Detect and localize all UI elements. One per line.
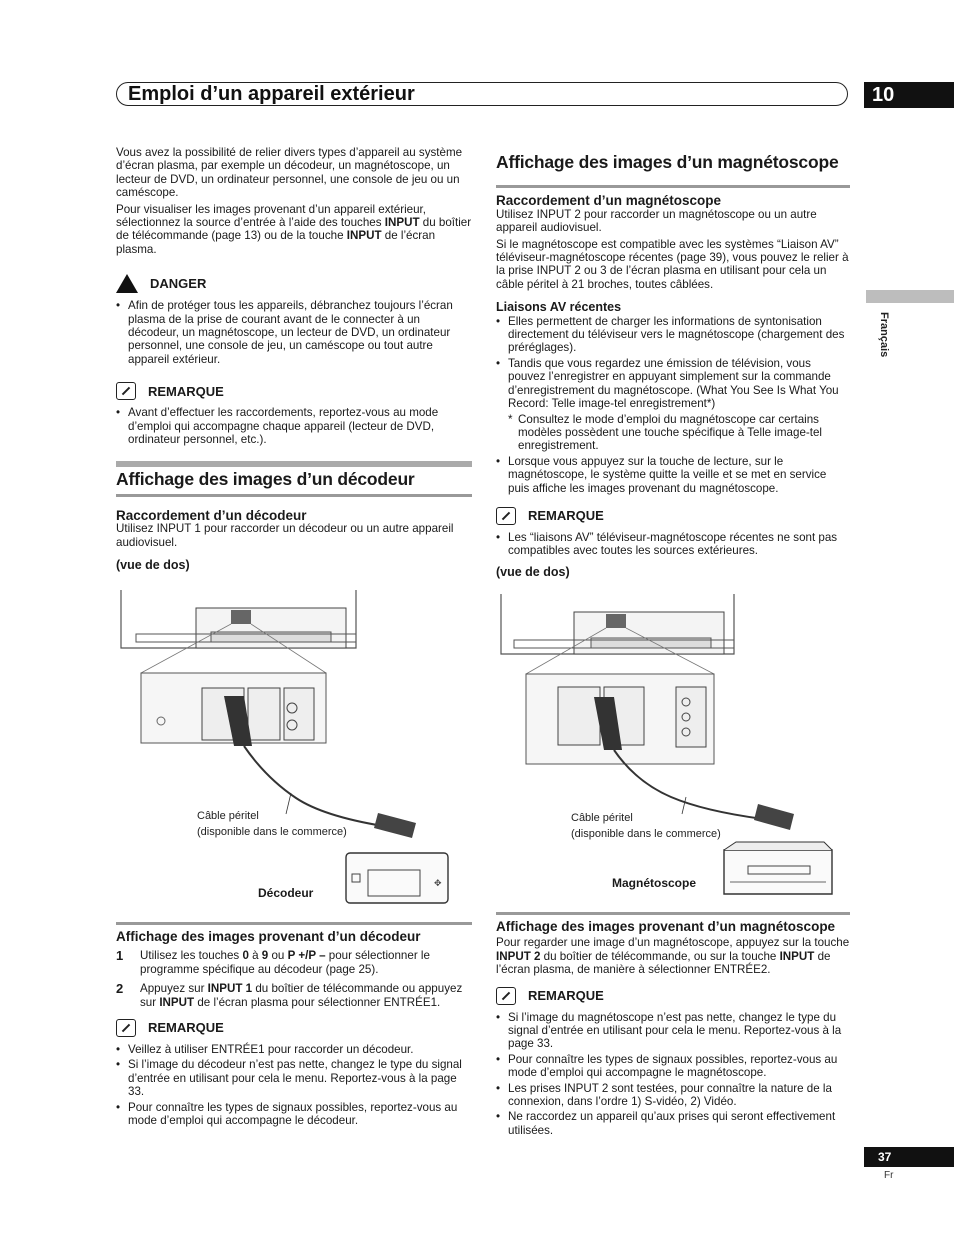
- cable-caption-1: Câble péritel: [197, 810, 259, 822]
- remarque-block-3: [496, 507, 850, 558]
- section-rule: [116, 461, 472, 467]
- remarque-item: • Si l’image du décodeur n’est pas nette, changez le type du signal d’entrée en utilisant pour cela le menu. Reportez-vous à la page 33.: [116, 1058, 472, 1098]
- svg-text:✥: ✥: [434, 879, 442, 889]
- liaisons-item: • Lorsque vous appuyez sur la touche de lecture, sur le magnétoscope, le système quitte la veille et se met en service puis affiche les images provenant du magnétoscope.: [496, 455, 850, 495]
- view-label: (vue de dos): [116, 558, 190, 573]
- danger-item: • Afin de protéger tous les appareils, débranchez toujours l’écran plasma de la prise de courant avant de le connecter à un décodeur, un magnétoscope, un lecteur de DVD, un ordinateur personnel, une console de jeu, un caméscope ou tout autre appareil extérieur.: [116, 299, 472, 366]
- device-label-decoder: Décodeur: [258, 886, 314, 900]
- subsection-rule: [496, 912, 850, 915]
- liaisons-footnote: * Consultez le mode d’emploi du magnétoscope car certains modèles possèdent une touche spécifique à Telle image-tel enregistrement.: [496, 413, 850, 453]
- subsection-text-2: Si le magnétoscope est compatible avec les systèmes “Liaison AV” téléviseur-magnétoscope récentes (page 39), vous pouvez le relier à la prise INPUT 2 ou 3 de l’écran plasma en utilisant pour cela un câble péritel à 21 broches, toutes câblées.: [496, 237, 849, 291]
- remarque-title: REMARQUE: [528, 508, 604, 524]
- remarque-title: REMARQUE: [528, 987, 604, 1003]
- page-language: Fr: [884, 1170, 894, 1181]
- view-label: (vue de dos): [496, 564, 570, 579]
- language-label: Français: [878, 312, 890, 358]
- intro-paragraph-2: Pour visualiser les images provenant d’un appareil extérieur, sélectionnez la source d’entrée à l’aide des touches INPUT du boîtier de télécommande (page 13) ou de la touche INPUT de l’écran plasma.: [116, 202, 472, 256]
- remarque-item: • Les prises INPUT 2 sont testées, pour connaître la nature de la connexion, dans l’ordre 1) S-vidéo, 2) Vidéo.: [496, 1082, 850, 1109]
- display-paragraph: Pour regarder une image d’un magnétoscope, appuyez sur la touche INPUT 2 du boîtier de télécommande, ou sur la touche INPUT de l’écran plasma, de manière à sélectionner ENTRÉE2.: [496, 936, 850, 977]
- note-icon: [116, 382, 136, 400]
- remarque-title: REMARQUE: [148, 1020, 224, 1036]
- remarque-item: • Si l’image du magnétoscope n’est pas nette, changez le type du signal d’entrée en utilisant pour cela le menu. Reportez-vous à la page 33.: [496, 1011, 850, 1051]
- subsection-text-1: Utilisez INPUT 2 pour raccorder un magnétoscope ou un autre appareil audiovisuel.: [496, 207, 817, 235]
- section-rule-thin: [116, 494, 472, 497]
- note-icon: [116, 1019, 136, 1037]
- intro-paragraph-1: Vous avez la possibilité de relier divers types d’appareil au système d’écran plasma, par exemple un décodeur, un magnétoscope, un lecteur de DVD, un ordinateur personnel, une console de jeu ou un caméscope.: [116, 146, 463, 200]
- decoder-connection-diagram: [116, 588, 472, 910]
- liaisons-item: • Elles permettent de charger les informations de syntonisation directement du téléviseur vers le magnétoscope (chargement des préréglages).: [496, 315, 850, 355]
- device-label-vcr: Magnétoscope: [612, 876, 697, 890]
- right-column: [496, 152, 850, 579]
- remarque-title: REMARQUE: [148, 383, 224, 399]
- subsection-rule: [116, 922, 472, 925]
- warning-icon: [116, 274, 138, 293]
- remarque-item: • Les “liaisons AV” téléviseur-magnétoscope récentes ne sont pas compatibles avec toutes les sources extérieures.: [496, 531, 850, 558]
- subsection-title: Raccordement d’un magnétoscope: [496, 193, 722, 209]
- cable-caption-2: (disponible dans le commerce): [197, 826, 347, 838]
- page-title: Emploi d’un appareil extérieur: [128, 83, 415, 105]
- left-column: [116, 146, 472, 573]
- cable-caption-2: (disponible dans le commerce): [571, 828, 721, 840]
- step-1: 1 Utilisez les touches 0 à 9 ou P +/P – pour sélectionner le programme spécifique au décodeur (page 25).: [116, 948, 430, 976]
- note-icon: [496, 507, 516, 525]
- subsection-title-display: Affichage des images provenant d’un décodeur: [116, 929, 421, 944]
- remarque-block-4: [496, 987, 850, 1138]
- section-title-decoder: Affichage des images d’un décodeur: [116, 468, 415, 489]
- subsection-title-display: Affichage des images provenant d’un magnétoscope: [496, 919, 836, 934]
- danger-title: DANGER: [150, 276, 207, 292]
- section-rule-thin: [496, 185, 850, 188]
- remarque-item: • Pour connaître les types de signaux possibles, reportez-vous au mode d’emploi qui accompagne le décodeur.: [116, 1101, 472, 1128]
- remarque-item: • Veillez à utiliser ENTRÉE1 pour raccorder un décodeur.: [116, 1043, 472, 1056]
- right-lower-column: [496, 912, 850, 1139]
- language-tab: [866, 290, 954, 303]
- section-title-vcr: Affichage des images d’un magnétoscope: [496, 152, 839, 172]
- liaisons-item: • Tandis que vous regardez une émission de télévision, vous pouvez l’enregistrer en appuyant simplement sur la commande d’enregistrement du magnétoscope. (What You See Is What You Record: Telle image-tel enregistrement*): [496, 357, 850, 411]
- step-2: 2 Appuyez sur INPUT 1 du boîtier de télécommande ou appuyez sur INPUT de l’écran plasma pour sélectionner ENTRÉE1.: [116, 981, 463, 1009]
- vcr-connection-diagram: [496, 592, 852, 904]
- remarque-block-1: [116, 382, 472, 446]
- liaisons-title: Liaisons AV récentes: [496, 300, 622, 315]
- page-number: 37: [864, 1147, 954, 1167]
- danger-block: [116, 274, 472, 366]
- remarque-item: • Avant d’effectuer les raccordements, reportez-vous au mode d’emploi qui accompagne chaque appareil (lecteur de DVD, ordinateur personnel, etc.).: [116, 406, 472, 446]
- remarque-item: • Ne raccordez un appareil qu’aux prises qui seront effectivement utilisées.: [496, 1110, 850, 1137]
- note-icon: [496, 987, 516, 1005]
- remarque-block-2: [116, 1019, 472, 1127]
- chapter-badge: 10: [864, 82, 954, 108]
- cable-caption-1: Câble péritel: [571, 812, 633, 824]
- remarque-item: • Pour connaître les types de signaux possibles, reportez-vous au mode d’emploi qui accompagne le magnétoscope.: [496, 1053, 850, 1080]
- subsection-title: Raccordement d’un décodeur: [116, 507, 307, 523]
- left-lower-column: [116, 922, 472, 1129]
- subsection-text: Utilisez INPUT 1 pour raccorder un décodeur ou un autre appareil audiovisuel.: [116, 522, 454, 549]
